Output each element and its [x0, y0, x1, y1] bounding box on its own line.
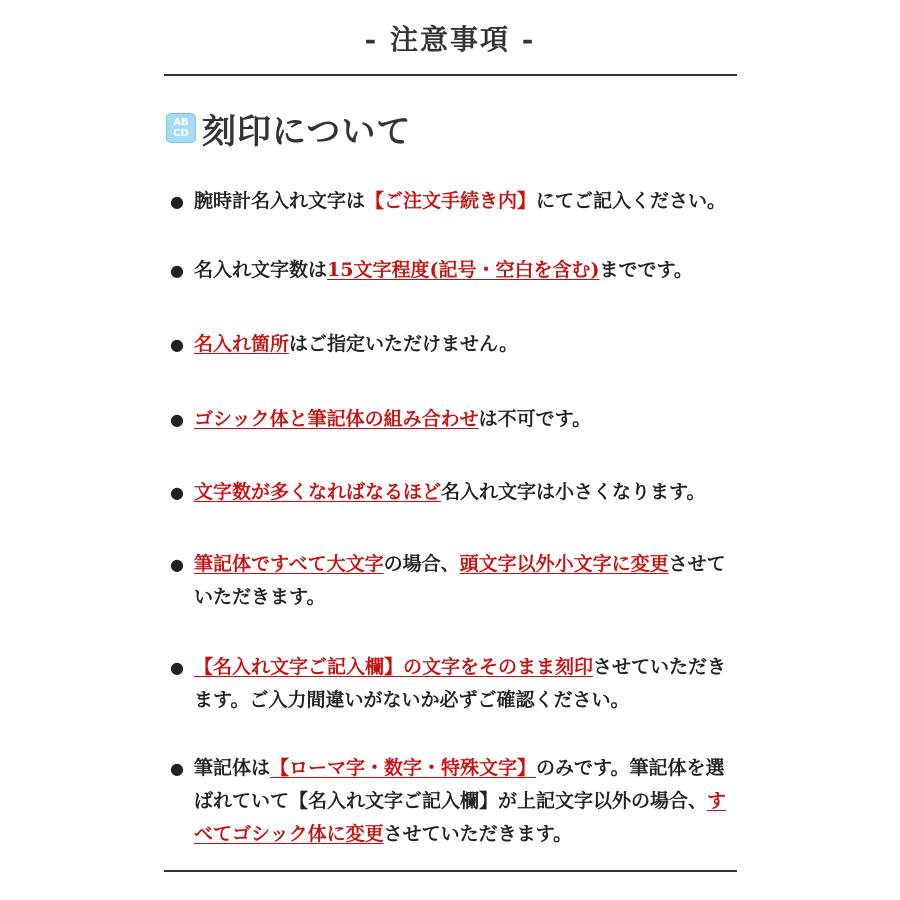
item-highlight: 筆記体ですべて大文字 — [194, 553, 384, 575]
item-highlight: 頭文字以外小文字に変更 — [459, 553, 669, 575]
bullet-icon: ● — [170, 261, 184, 280]
item-text: 名入れ文字は小さくなります。 — [441, 481, 706, 503]
section-heading — [166, 106, 411, 150]
list-item — [170, 403, 740, 436]
item-highlight: 【ローマ字・数字・特殊文字】 — [270, 757, 537, 779]
item-text: 腕時計名入れ文字は — [194, 190, 366, 212]
item-highlight: 【ご注文手続き内】 — [365, 190, 537, 212]
item-highlight: 名入れ箇所 — [194, 333, 290, 355]
item-text: は不可です。 — [478, 408, 592, 430]
item-highlight: すべてゴシック体に変更 — [194, 790, 727, 845]
bullet-icon: ● — [170, 410, 184, 429]
bullet-icon: ● — [170, 658, 184, 677]
bullet-icon: ● — [170, 555, 184, 574]
item-text: 筆記体は — [194, 757, 271, 779]
list-item — [170, 651, 740, 717]
bullet-icon: ● — [170, 483, 184, 502]
item-text: させていただきます。 — [383, 823, 573, 845]
list-item — [170, 752, 740, 851]
section-heading-text: 刻印について — [202, 111, 412, 152]
item-text: にてご記入ください。 — [536, 190, 727, 212]
page-title: - 注意事項 - — [364, 23, 536, 56]
item-text: 名入れ文字数は — [194, 259, 328, 281]
item-highlight: 15文字程度(記号・空白を含む) — [327, 259, 600, 281]
list-item — [170, 476, 740, 509]
abcd-icon — [166, 113, 196, 143]
item-highlight: 【名入れ文字ご記入欄】の文字をそのまま刻印 — [194, 656, 594, 678]
item-text: のみです。筆記体を選ばれていて【名入れ文字ご記入欄】が上記文字以外の場合、 — [194, 757, 725, 812]
item-text: までです。 — [599, 259, 693, 281]
bullet-icon: ● — [170, 335, 184, 354]
item-text: させていただきます。ご入力間違いがないか必ずご確認ください。 — [194, 656, 727, 711]
list-item — [170, 328, 740, 361]
icon-letters-bottom: CD — [173, 128, 189, 139]
bottom-divider — [164, 870, 737, 872]
bullet-icon: ● — [170, 192, 184, 211]
item-highlight: ゴシック体と筆記体の組み合わせ — [194, 408, 479, 430]
item-text: はご指定いただけません。 — [289, 333, 519, 355]
item-text: させていただきます。 — [194, 553, 726, 608]
item-text: の場合、 — [383, 553, 460, 575]
bullet-icon: ● — [170, 759, 184, 778]
list-item — [170, 185, 740, 218]
item-highlight: 文字数が多くなればなるほど — [194, 481, 442, 503]
icon-letters-top: AB — [173, 117, 189, 128]
list-item — [170, 254, 740, 287]
list-item — [170, 548, 740, 614]
top-divider — [164, 74, 737, 76]
